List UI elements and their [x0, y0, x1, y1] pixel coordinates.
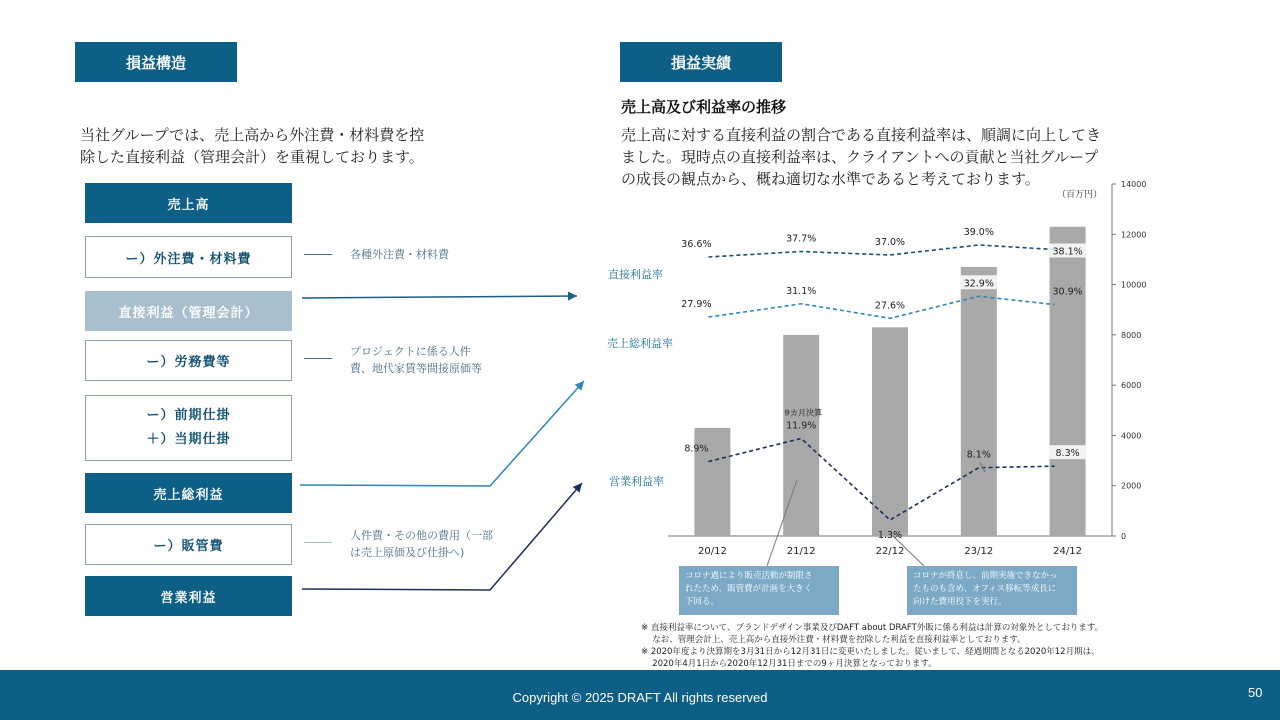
y-unit-label: （百万円） — [1056, 190, 1102, 200]
rate-data-label: 11.9% — [786, 420, 817, 432]
rate-data-label: 32.9% — [963, 278, 994, 290]
label-operating-profit-rate: 営業利益率 — [609, 475, 664, 488]
callout-growth-investment: コロナが終息し、前期実施できなかっ たものも含め、オフィス移転等成長に 向けた費用投下を実行。 — [907, 566, 1077, 615]
callout-covid-sga: コロナ過により販売活動が制限さ れたため、販管費が計画を大きく 下回る。 — [679, 566, 839, 615]
profit-results-description: 売上高に対する直接利益の割合である直接利益率は、順調に向上してき ました。現時点の直接利益率は、クライアントへの貢献と当社グループ の成長の観点から、概ね適切な水準であると考えております。 — [621, 126, 1102, 188]
section-header-profit-results: 損益実績 — [620, 42, 782, 82]
rate-data-label: 30.9% — [1052, 286, 1083, 298]
bar — [1050, 227, 1086, 536]
page-number: 50 — [1248, 685, 1263, 700]
label-gross-profit-rate: 売上総利益率 — [607, 337, 673, 350]
rate-data-label: 36.6% — [681, 239, 712, 250]
y-tick-label: 2000 — [1121, 481, 1142, 491]
y-tick-label: 6000 — [1121, 381, 1142, 391]
rate-data-label: 38.1% — [1052, 246, 1083, 258]
x-tick-label: 22/12 — [875, 546, 905, 557]
y-tick-label: 10000 — [1121, 280, 1147, 290]
rate-data-label: 1.3% — [877, 530, 903, 541]
rate-data-label: 31.1% — [786, 285, 817, 297]
section-header-profit-structure: 損益構造 — [75, 42, 237, 82]
rate-data-label: 27.6% — [874, 300, 906, 312]
box-sga: ー）販管費 — [85, 524, 292, 565]
x-tick-label: 23/12 — [964, 546, 994, 557]
box-labor: ー）労務費等 — [85, 340, 292, 381]
y-tick-label: 14000 — [1121, 180, 1147, 189]
rate-data-label: 8.9% — [684, 443, 709, 455]
box-wip: ー）前期仕掛 ＋）当期仕掛 — [85, 395, 292, 461]
chart-subtitle: 売上高及び利益率の推移 — [621, 98, 787, 116]
rate-data-label: 39.0% — [963, 227, 994, 238]
box-outsourcing: ー）外注費・材料費 — [85, 236, 292, 278]
rate-data-label: 8.1% — [966, 449, 991, 461]
rate-data-label: 8.3% — [1055, 448, 1080, 460]
box-operating-profit: 営業利益 — [85, 576, 292, 616]
rate-data-label: 27.9% — [681, 299, 712, 311]
label-direct-profit-rate: 直接利益率 — [608, 268, 663, 281]
x-tick-label: 20/12 — [697, 546, 727, 557]
footnote: ※ 2020年度より決算期を3月31日から12月31日に変更いたしました。従いまして、経過期間となる2020年12月期は、 — [641, 647, 1100, 657]
bar — [872, 327, 908, 536]
y-tick-label: 0 — [1121, 532, 1127, 541]
page-footer — [0, 670, 1280, 720]
note-labor: プロジェクトに係る人件 費、地代家賃等間接原価等 — [350, 345, 482, 375]
note-sga: 人件費・その他の費用（一部 は売上原価及び仕掛へ) — [350, 529, 493, 559]
rate-data-label: 37.0% — [874, 237, 906, 248]
rate-data-label: 37.7% — [786, 233, 817, 245]
bar-annotation: 9カ月決算 — [784, 408, 822, 418]
copyright-text: Copyright © 2025 DRAFT All rights reserved — [512, 690, 768, 705]
bar — [961, 267, 997, 536]
note-outsourcing: 各種外注費・材料費 — [350, 248, 449, 261]
box-sales: 売上高 — [85, 183, 292, 223]
box-gross-profit: 売上総利益 — [85, 473, 292, 513]
footnote: 2020年4月1日から2020年12月31日までの9ヶ月決算となっております。 — [641, 659, 937, 669]
x-tick-label: 21/12 — [786, 546, 816, 557]
x-tick-label: 24/12 — [1053, 546, 1083, 557]
y-tick-label: 12000 — [1121, 230, 1147, 240]
y-tick-label: 8000 — [1121, 330, 1142, 340]
box-direct-profit: 直接利益（管理会計） — [85, 291, 292, 331]
profit-structure-description: 当社グループでは、売上高から外注費・材料費を控 除した直接利益（管理会計）を重視しております。 — [80, 126, 425, 166]
footnote: なお、管理会計上、売上高から直接外注費・材料費を控除した利益を直接利益率としております。 — [641, 635, 1026, 645]
y-tick-label: 4000 — [1121, 431, 1142, 441]
footnote: ※ 直接利益率について、ブランドデザイン事業及びDAFT about DRAFT外販に係る利益は計算の対象外としております。 — [641, 623, 1104, 633]
bar — [783, 335, 819, 536]
